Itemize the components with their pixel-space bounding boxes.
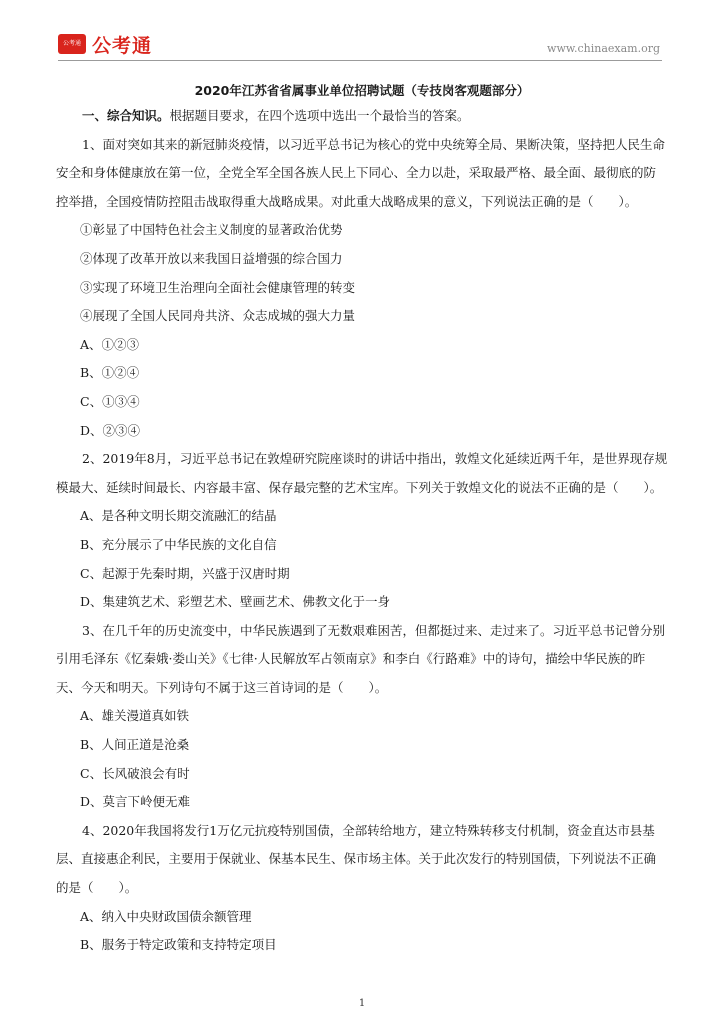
answer-option: B、①②④ [80, 365, 140, 381]
page-header [40, 28, 662, 62]
answer-option: D、集建筑艺术、彩塑艺术、壁画艺术、佛教文化于一身 [80, 594, 391, 610]
answer-option: A、纳入中央财政国债余额管理 [80, 908, 252, 924]
answer-option: C、①③④ [80, 393, 140, 409]
brand-logo-text: 公考通 [92, 35, 153, 57]
answer-option: A、雄关漫道真如铁 [80, 708, 190, 724]
section-instruction: 根据题目要求，在四个选项中选出一个最恰当的答案。 [169, 108, 470, 123]
statement-item: ④展现了全国人民同舟共济、众志成城的强大力量 [80, 308, 356, 324]
page-number: 1 [358, 998, 366, 1009]
answer-option: B、充分展示了中华民族的文化自信 [80, 536, 277, 552]
header-divider [58, 60, 662, 61]
question-stem: 1、面对突如其来的新冠肺炎疫情，以习近平总书记为核心的党中央统筹全局、果断决策，坚持把人民生命安全和身体健康放在第一位，全党全军全国各族人民上下同心、全力以赴，采取最严格、最全面、最彻底的防控举措，全国疫情防控阻击战取得重大战略成果。对此重大战略成果的意义，下列说法正确的是（ ）。 [56, 136, 665, 209]
answer-option: C、起源于先秦时期，兴盛于汉唐时期 [80, 565, 290, 581]
statement-item: ②体现了改革开放以来我国日益增强的综合国力 [80, 250, 343, 266]
section-heading-line [56, 102, 668, 131]
section-heading: 一、综合知识。 [82, 108, 170, 123]
question-stem: 4、2020年我国将发行1万亿元抗疫特别国债，全部转给地方，建立特殊转移支付机制，资金直达市县基层、直接惠企利民，主要用于保就业、保基本民生、保市场主体。关于此次发行的特别国债，下列说法不正确的是（ ）。 [56, 822, 657, 896]
question-stem: 3、在几千年的历史流变中，中华民族遇到了无数艰难困苦，但都挺过来、走过来了。习近平总书记曾分别引用毛泽东《忆秦娥·娄山关》《七律·人民解放军占领南京》和李白《行路难》中的诗句，描绘中华民族的昨天、今天和明天。下列诗句不属于这三首诗词的是（ ）。 [56, 622, 665, 695]
question-stem: 2、2019年8月，习近平总书记在敦煌研究院座谈时的讲话中指出，敦煌文化延续近两千年，是世界现存规模最大、延续时间最长、内容最丰富、保存最完整的艺术宝库。下列关于敦煌文化的说法不正确的是（ ）。 [56, 451, 668, 495]
answer-option: A、①②③ [80, 336, 140, 352]
answer-option: C、长风破浪会有时 [80, 765, 190, 781]
document-title: 2020年江苏省省属事业单位招聘试题（专技岗客观题部分） [194, 83, 530, 98]
answer-option: D、莫言下岭便无难 [80, 794, 191, 810]
answer-option: D、②③④ [80, 422, 141, 438]
statement-item: ①彰显了中国特色社会主义制度的显著政治优势 [80, 222, 343, 238]
answer-option: A、是各种文明长期交流融汇的结晶 [80, 508, 277, 524]
statement-item: ③实现了环境卫生治理向全面社会健康管理的转变 [80, 279, 356, 295]
answer-option: B、服务于特定政策和支持特定项目 [80, 937, 277, 953]
document-body [56, 80, 668, 960]
site-url: www.chinaexam.org [547, 42, 660, 55]
brand-logo-badge: 公考通 [58, 34, 86, 54]
answer-option: B、人间正道是沧桑 [80, 737, 190, 753]
